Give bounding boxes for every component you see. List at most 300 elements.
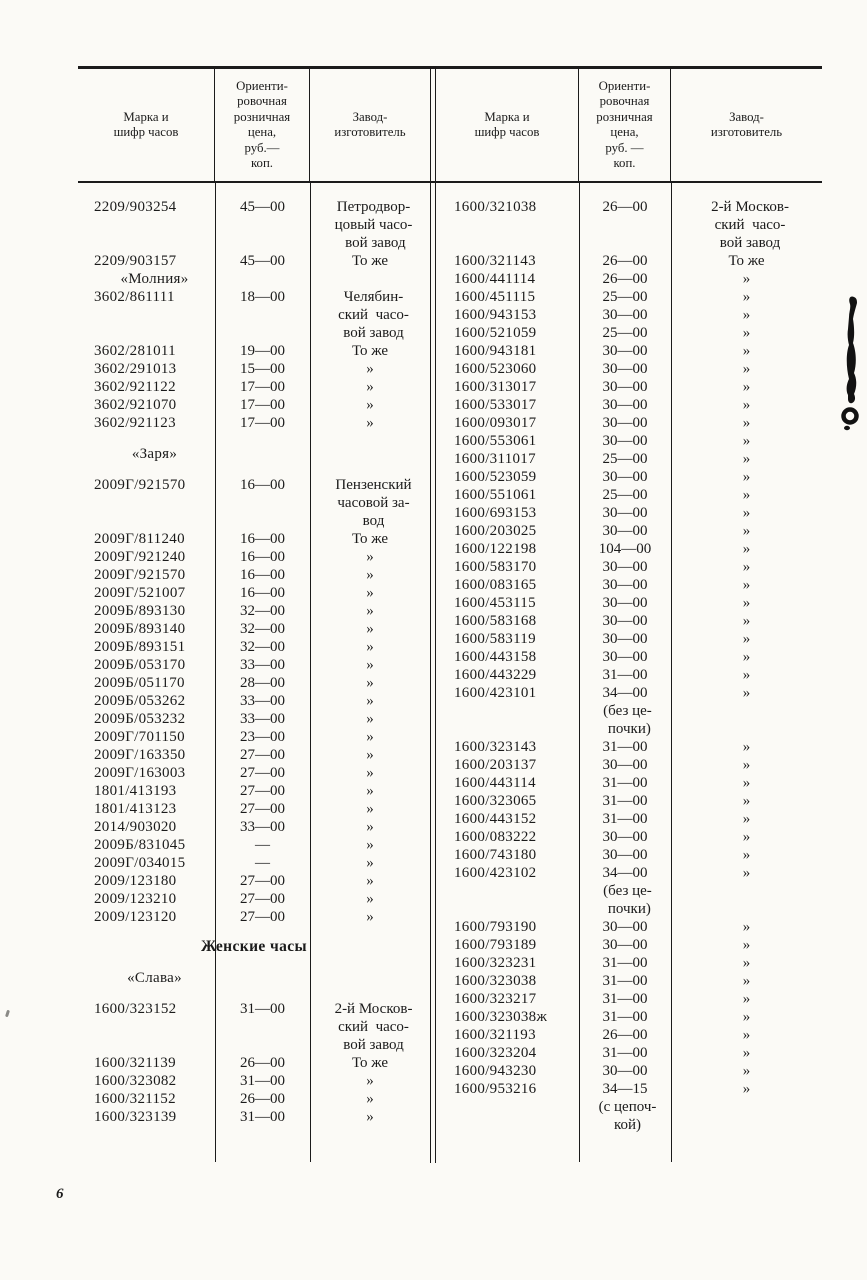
price-cell: 31—00 [602,667,648,683]
table-row [78,872,430,890]
price-cell: 27—00 [240,891,285,907]
price-cell: 25—00 [602,289,648,305]
table-left-half [78,183,430,1162]
manufacturer-cell: То же [351,253,389,269]
watch-code-cell [78,324,215,342]
table-row [78,746,430,764]
manufacturer-cell: » [742,829,751,845]
watch-code-cell: 2209/903157 [94,253,177,269]
manufacturer-cell: » [366,621,374,637]
table-row [78,728,430,746]
watch-code-cell: 1600/583170 [454,559,537,575]
row-spacer [78,987,430,1000]
price-cell: 30—00 [602,613,648,629]
table-row [436,1008,822,1026]
watch-code-cell [436,900,579,918]
table-row [436,378,822,396]
watch-code-cell: 3602/921123 [94,415,176,431]
manufacturer-cell: » [366,639,374,655]
table-row [78,566,430,584]
watch-code-cell: 3602/861111 [94,289,175,305]
manufacturer-cell: » [366,765,374,781]
table-row [436,324,822,342]
table-row [436,1080,822,1098]
watch-code-cell: 1600/323152 [94,1001,177,1017]
watch-code-cell: 1600/583119 [454,631,536,647]
table-row [436,756,822,774]
table-row [436,486,822,504]
manufacturer-cell: » [366,415,374,431]
watch-code-cell: 1600/083222 [454,829,537,845]
watch-code-cell: 1600/441114 [454,271,536,287]
manufacturer-cell: » [742,289,751,305]
price-cell: кой) [613,1117,642,1133]
table-row [78,396,430,414]
table-row [436,360,822,378]
price-cell: 19—00 [240,343,285,359]
table-row [436,648,822,666]
manufacturer-cell: » [366,693,374,709]
price-cell: 33—00 [240,693,285,709]
price-cell: 104—00 [598,541,652,557]
table-header-left [78,69,430,181]
manufacturer-cell: ский часо- [338,1019,409,1035]
watch-code-cell [436,1098,579,1116]
table-row [78,342,430,360]
watch-code-cell: 2009Б/053262 [94,693,186,709]
price-cell: 30—00 [602,379,648,395]
watch-code-cell: 2009Г/921570 [94,567,186,583]
manufacturer-cell: » [366,711,374,727]
table-row [78,360,430,378]
table-row [78,234,430,252]
header-line: ровочная [599,94,650,108]
watch-code-cell: 2009Г/163350 [94,747,186,763]
manufacturer-cell: вод [362,513,385,529]
manufacturer-cell: » [366,1109,374,1125]
price-cell: 31—00 [602,811,648,827]
price-cell [215,234,310,252]
price-cell: 33—00 [240,711,285,727]
watch-code-cell: 2209/903254 [94,199,177,215]
watch-code-cell [78,512,215,530]
manufacturer-cell: » [366,549,374,565]
manufacturer-cell: » [742,559,751,575]
manufacturer-cell [671,1116,822,1134]
table-row [436,972,822,990]
watch-code-cell: 1600/321143 [454,253,536,269]
watch-code-cell [436,882,579,900]
watch-code-cell: 1600/793189 [454,937,537,953]
manufacturer-cell: » [366,603,374,619]
manufacturer-cell: » [366,837,374,853]
price-cell: 27—00 [240,783,285,799]
manufacturer-cell: » [742,271,751,287]
price-cell: 32—00 [240,603,285,619]
table-row [436,954,822,972]
table-row [78,494,430,512]
price-cell: 18—00 [240,289,285,305]
manufacturer-cell: » [742,667,751,683]
manufacturer-cell: » [742,775,751,791]
watch-code-cell: 2009Б/051170 [94,675,185,691]
price-cell: 33—00 [240,819,285,835]
header-retail-price [579,69,671,181]
header-brand-code [436,69,579,181]
table-header [78,69,822,183]
header-line: изготовитель [710,125,783,139]
price-cell: 31—00 [240,1109,285,1125]
table-row [436,774,822,792]
header-line: Марка и [484,109,530,124]
manufacturer-cell: » [742,1009,751,1025]
manufacturer-cell: ский часо- [338,307,409,323]
watch-code-cell: 1600/323139 [94,1109,177,1125]
watch-code-cell: 1600/523059 [454,469,537,485]
price-cell [215,306,310,324]
table-row [436,684,822,702]
watch-code-cell: 1600/793190 [454,919,537,935]
table-row [436,558,822,576]
watch-code-cell: 1600/323143 [454,739,537,755]
table-row [78,782,430,800]
table-row [436,936,822,954]
table-row [78,908,430,926]
table-row [436,882,822,900]
price-cell: 31—00 [240,1073,285,1089]
watch-code-cell [78,494,215,512]
header-line: шифр часов [474,125,540,139]
price-cell: 30—00 [602,595,648,611]
watch-code-cell: 1600/323082 [94,1073,177,1089]
manufacturer-cell: » [742,595,751,611]
price-cell: 16—00 [240,549,285,565]
manufacturer-cell: » [366,909,374,925]
price-cell: 27—00 [240,873,285,889]
table-row [78,476,430,494]
manufacturer-cell: » [742,955,751,971]
manufacturer-cell: » [742,379,751,395]
manufacturer-cell: вой завод [343,1037,404,1053]
table-row [78,1072,430,1090]
manufacturer-cell: » [366,585,374,601]
price-cell: 31—00 [602,793,648,809]
manufacturer-cell: » [366,361,374,377]
table-row [436,738,822,756]
manufacturer-cell: » [742,433,751,449]
manufacturer-cell: » [366,1091,374,1107]
price-cell: 30—00 [602,469,648,485]
price-cell: 23—00 [240,729,285,745]
price-cell: 25—00 [602,325,648,341]
watch-code-cell: 2009Г/701150 [94,729,185,745]
watch-code-cell: 1600/323038ж [454,1009,548,1025]
manufacturer-cell: » [742,973,751,989]
watch-code-cell [78,234,215,252]
header-line: шифр часов [113,125,179,139]
price-cell: 26—00 [602,271,648,287]
manufacturer-cell: » [742,991,751,1007]
table-row [78,1000,430,1018]
manufacturer-cell: » [742,811,751,827]
price-cell: 16—00 [240,531,285,547]
table-row [436,342,822,360]
manufacturer-cell: вой завод [719,235,781,251]
table-row [78,445,430,463]
table-right-half [436,183,822,1162]
table-row [78,836,430,854]
manufacturer-cell: 2-й Москов- [334,1001,413,1017]
table-row [78,800,430,818]
manufacturer-cell: » [742,523,751,539]
manufacturer-cell: » [366,1073,374,1089]
price-cell: (без це- [603,703,652,719]
price-cell: 31—00 [602,991,648,1007]
table-row [78,1018,430,1036]
header-manufacturer [671,69,822,181]
series-name: «Молния» [120,271,189,287]
table-row [78,692,430,710]
watch-code-cell: 1600/321139 [94,1055,176,1071]
manufacturer-cell: » [742,325,751,341]
manufacturer-cell: » [366,397,374,413]
watch-code-cell: 1600/083165 [454,577,537,593]
price-cell [215,494,310,512]
price-cell: 17—00 [240,397,285,413]
manufacturer-cell: » [366,729,374,745]
manufacturer-cell: ский часо- [714,217,786,233]
manufacturer-cell: То же [351,343,389,359]
manufacturer-cell: » [742,1027,751,1043]
page-number: 6 [56,1186,64,1202]
table-row [78,818,430,836]
watch-code-cell: 2009/123120 [94,909,177,925]
watch-code-cell: 1600/321152 [94,1091,176,1107]
manufacturer-cell: цовый часо- [334,217,413,233]
manufacturer-cell: » [742,505,751,521]
table-row [78,548,430,566]
header-brand-code [78,69,215,181]
watch-code-cell: 1600/323038 [454,973,537,989]
watch-code-cell: 1600/443229 [454,667,537,683]
price-cell: 30—00 [602,829,648,845]
watch-code-cell: 1801/413193 [94,783,177,799]
table-row [78,638,430,656]
price-cell: 30—00 [602,757,648,773]
manufacturer-cell: » [742,541,751,557]
paper-speck [5,1010,10,1018]
table-row [436,1026,822,1044]
watch-code-cell: 1600/323204 [454,1045,537,1061]
price-cell: 30—00 [602,559,648,575]
manufacturer-cell: » [742,469,751,485]
header-line: руб.— [244,140,280,155]
watch-code-cell: 1600/943230 [454,1063,537,1079]
row-spacer [78,463,430,476]
manufacturer-cell: » [742,343,751,359]
watch-code-cell: 1600/323065 [454,793,537,809]
watch-code-cell: 1600/423102 [454,865,537,881]
table-row [436,702,822,720]
price-cell: 26—00 [240,1055,285,1071]
price-cell: 31—00 [240,1001,285,1017]
watch-code-cell: 1600/533017 [454,397,537,413]
row-spacer [78,432,430,445]
table-row [78,378,430,396]
double-rule-divider [430,69,436,1163]
table-row [78,252,430,270]
watch-code-cell: 1600/323231 [454,955,537,971]
manufacturer-cell: » [742,487,751,503]
manufacturer-cell: » [742,757,751,773]
price-cell: 16—00 [240,477,285,493]
manufacturer-cell: » [742,415,751,431]
manufacturer-cell: Пензенский [335,477,412,493]
row-spacer [78,926,430,937]
manufacturer-cell: » [742,361,751,377]
price-cell: 30—00 [602,1063,648,1079]
table-row [436,810,822,828]
header-line: цена, [247,125,277,139]
watch-code-cell: 1600/122198 [454,541,537,557]
manufacturer-cell [671,882,822,900]
table-row [436,216,822,234]
watch-code-cell: 1600/523060 [454,361,537,377]
price-cell: 27—00 [240,909,285,925]
watch-code-cell: 2009Б/893151 [94,639,186,655]
watch-code-cell: 2009Г/921240 [94,549,186,565]
table-row [436,1062,822,1080]
price-cell [579,234,671,252]
price-cell: почки) [604,721,651,737]
price-cell: 34—00 [602,865,648,881]
table-row [78,288,430,306]
watch-code-cell: 1600/423101 [454,685,537,701]
manufacturer-cell: » [742,631,751,647]
watch-code-cell [436,720,579,738]
manufacturer-cell: » [742,793,751,809]
table-row [436,612,822,630]
watch-code-cell [436,702,579,720]
manufacturer-cell: » [366,873,374,889]
price-cell: 26—00 [602,1027,648,1043]
table-row [78,1108,430,1126]
watch-code-cell: 1600/953216 [454,1081,537,1097]
ink-blot-stain [836,294,866,440]
price-cell: 30—00 [602,397,648,413]
price-cell: 27—00 [240,801,285,817]
table-row [436,504,822,522]
watch-code-cell: 1600/443152 [454,811,537,827]
table-row [436,288,822,306]
manufacturer-cell [671,702,822,720]
manufacturer-cell: 2-й Москов- [711,199,789,215]
manufacturer-cell: То же [728,253,765,269]
manufacturer-cell: » [742,613,751,629]
table-row [78,414,430,432]
price-cell: 26—00 [240,1091,285,1107]
watch-code-cell: 2009Б/893130 [94,603,186,619]
table-row [436,198,822,216]
header-line: ровочная [237,94,287,108]
watch-code-cell: 2009/123180 [94,873,177,889]
manufacturer-cell: » [366,747,374,763]
manufacturer-cell [671,900,822,918]
price-cell: 25—00 [602,487,648,503]
manufacturer-cell: Петродвор- [336,199,411,215]
watch-code-cell [78,216,215,234]
series-name: «Заря» [131,446,178,462]
watch-code-cell: 1600/453115 [454,595,536,611]
table-row [436,1116,822,1134]
table-row [78,764,430,782]
header-line: коп. [613,156,636,170]
manufacturer-cell: » [742,919,751,935]
price-cell: 30—00 [602,649,648,665]
header-line: Ориенти- [598,78,651,93]
watch-code-cell: 2009Г/521007 [94,585,186,601]
manufacturer-cell: » [366,855,374,871]
price-cell: 45—00 [240,253,285,269]
manufacturer-cell: » [742,847,751,863]
table-row [436,630,822,648]
price-cell: 25—00 [602,451,648,467]
watch-code-cell: 1600/203025 [454,523,537,539]
table-row [436,900,822,918]
table-row [436,540,822,558]
price-cell: 17—00 [240,379,285,395]
price-cell: 30—00 [602,307,648,323]
price-cell: 30—00 [602,937,648,953]
watch-code-cell: 1600/443158 [454,649,537,665]
watch-code-cell: 1600/521059 [454,325,537,341]
watch-code-cell: 1600/313017 [454,379,537,395]
table-row [78,270,430,288]
header-line: розничная [596,109,653,124]
price-cell: 32—00 [240,621,285,637]
price-cell: 30—00 [602,361,648,377]
manufacturer-cell: » [742,451,751,467]
manufacturer-cell: » [366,567,374,583]
series-name: «Слава» [127,970,182,986]
manufacturer-cell: » [742,685,751,701]
watch-code-cell: 1600/693153 [454,505,537,521]
watch-code-cell: 1600/943153 [454,307,537,323]
price-cell: 45—00 [240,199,285,215]
table-row [436,252,822,270]
table-row [436,828,822,846]
price-cell: 31—00 [602,739,648,755]
price-cell: 27—00 [240,747,285,763]
table-row [78,324,430,342]
price-cell: 30—00 [602,919,648,935]
watch-code-cell [436,234,579,252]
price-cell [215,324,310,342]
watch-code-cell: 2009Г/034015 [94,855,186,871]
price-cell: (без це- [603,883,652,899]
table-row [78,602,430,620]
table-row [78,620,430,638]
manufacturer-cell: » [742,397,751,413]
price-cell: 30—00 [602,523,648,539]
table-row [78,530,430,548]
watch-code-cell: 1600/943181 [454,343,537,359]
manufacturer-cell: » [742,937,751,953]
price-cell: 31—00 [602,1009,648,1025]
table-row [78,890,430,908]
manufacturer-cell: » [742,1063,751,1079]
price-cell: 16—00 [240,585,285,601]
